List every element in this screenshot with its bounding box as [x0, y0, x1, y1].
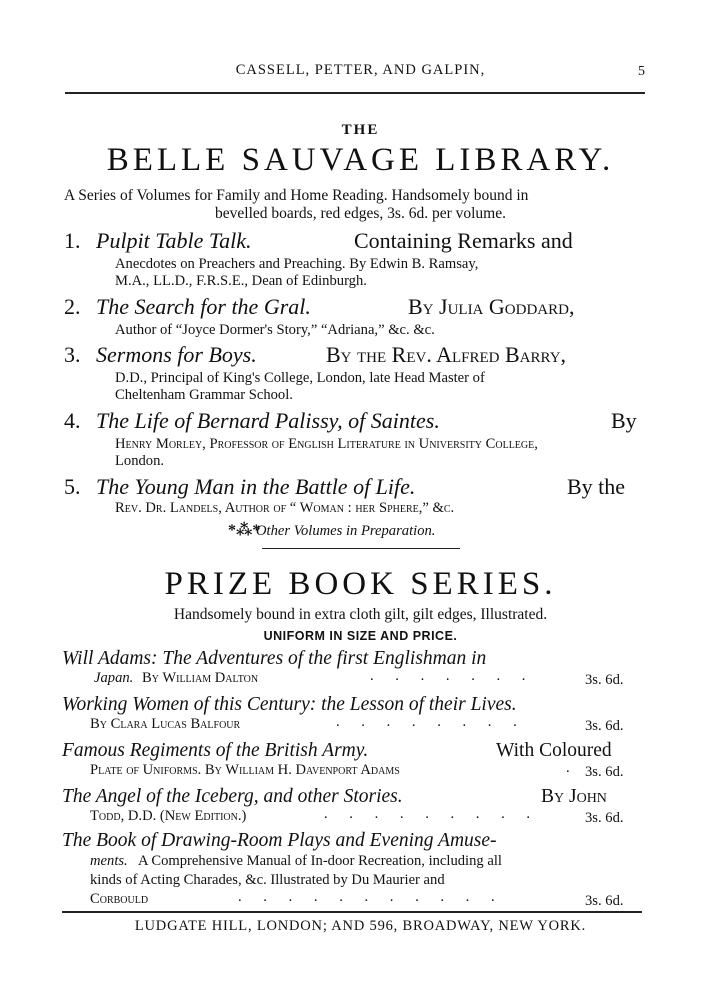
leader-dots: . . . . . . .	[370, 668, 535, 684]
prize-title-line: The Angel of the Iceberg, and other Stories.	[62, 786, 403, 807]
leader-dots: .	[566, 760, 579, 776]
prize-author: Plate of Uniforms. By William H. Davenport Adams	[90, 762, 400, 778]
page-number: 5	[638, 64, 645, 79]
prize-title-continuation: ments.	[90, 853, 128, 869]
item-title-rest: Containing Remarks and	[354, 228, 573, 253]
item-title: Sermons for Boys.	[96, 342, 257, 367]
item-number: 1.	[64, 228, 81, 253]
price: 3s. 6d.	[585, 810, 624, 826]
item-detail-line-1: Rev. Dr. Landels, Author of “ Woman : her Sphere,” &c.	[115, 500, 455, 516]
library-description-line-2: bevelled boards, red edges, 3s. 6d. per volume.	[215, 205, 506, 222]
item-detail-line-2: London.	[115, 453, 165, 469]
item-detail-line-2: Cheltenham Grammar School.	[115, 387, 293, 403]
prize-subtitle: Handsomely bound in extra cloth gilt, gilt edges, Illustrated.	[173, 606, 548, 623]
prize-title-rest: With Coloured	[496, 740, 612, 761]
footer-rule	[62, 911, 642, 913]
library-description-line-1: A Series of Volumes for Family and Home Reading. Handsomely bound in	[64, 187, 529, 204]
item-detail-line-1: Author of “Joyce Dormer's Story,” “Adriana,” &c. &c.	[115, 322, 435, 338]
prize-title-continuation: Japan.	[94, 670, 134, 686]
asterism: *⁂*	[228, 522, 261, 539]
price: 3s. 6d.	[585, 718, 624, 734]
item-detail-line-2: M.A., LL.D., F.R.S.E., Dean of Edinburgh.	[115, 273, 367, 289]
prize-title-line: The Book of Drawing-Room Plays and Evening Amuse-	[62, 830, 497, 851]
item-title: The Search for the Gral.	[96, 294, 311, 319]
prize-author: By Clara Lucas Balfour	[90, 716, 241, 732]
leader-dots: . . . . . . . . .	[324, 806, 540, 822]
price: 3s. 6d.	[585, 893, 624, 909]
leader-dots: . . . . . . . . . . .	[238, 889, 504, 905]
footer-address: LUDGATE HILL, LONDON; AND 596, BROADWAY, NEW YORK.	[134, 918, 587, 934]
prize-title-line: Working Women of this Century: the Lesson of their Lives.	[62, 694, 517, 715]
prize-title-line: Will Adams: The Adventures of the first Englishman in	[62, 648, 487, 669]
item-detail-line-1: Anecdotes on Preachers and Preaching. By Edwin B. Ramsay,	[115, 256, 479, 272]
item-title-rest: By the	[567, 474, 626, 499]
item-number: 3.	[64, 342, 81, 367]
item-title: The Young Man in the Battle of Life.	[96, 474, 416, 499]
price: 3s. 6d.	[585, 764, 624, 780]
price: 3s. 6d.	[585, 672, 624, 688]
item-title-rest: By	[611, 408, 637, 433]
prize-title-rest: By John	[541, 786, 607, 807]
item-number: 5.	[64, 474, 81, 499]
item-title-rest: By the Rev. Alfred Barry,	[326, 342, 567, 367]
item-title: Pulpit Table Talk.	[96, 228, 252, 253]
prize-author: By William Dalton	[142, 670, 259, 686]
library-title: BELLE SAUVAGE LIBRARY.	[106, 142, 615, 178]
item-detail-line-1: D.D., Principal of King's College, London, late Head Master of	[115, 370, 485, 386]
library-kicker: THE	[341, 122, 380, 138]
leader-dots: . . . . . . . .	[336, 714, 526, 730]
prize-description-line-2: kinds of Acting Charades, &c. Illustrated by Du Maurier and	[90, 872, 445, 888]
item-title: The Life of Bernard Palissy, of Saintes.	[96, 408, 440, 433]
item-detail-line-1: Henry Morley, Professor of English Literature in University College,	[115, 436, 538, 452]
item-title-rest: By Julia Goddard,	[408, 294, 575, 319]
prize-description-line-3: Corbould	[90, 891, 149, 907]
prize-title-line: Famous Regiments of the British Army.	[62, 740, 369, 761]
item-number: 2.	[64, 294, 81, 319]
other-volumes-note: Other Volumes in Preparation.	[256, 523, 436, 539]
header-rule	[65, 92, 645, 94]
prize-title: PRIZE BOOK SERIES.	[164, 566, 557, 602]
prize-uniform-note: UNIFORM IN SIZE AND PRICE.	[263, 629, 458, 643]
running-head-publisher: CASSELL, PETTER, AND GALPIN,	[235, 62, 486, 78]
section-divider	[262, 548, 460, 549]
prize-description-line-1: A Comprehensive Manual of In-door Recreation, including all	[138, 853, 502, 869]
prize-author: Todd, D.D. (New Edition.)	[90, 808, 247, 824]
item-number: 4.	[64, 408, 81, 433]
